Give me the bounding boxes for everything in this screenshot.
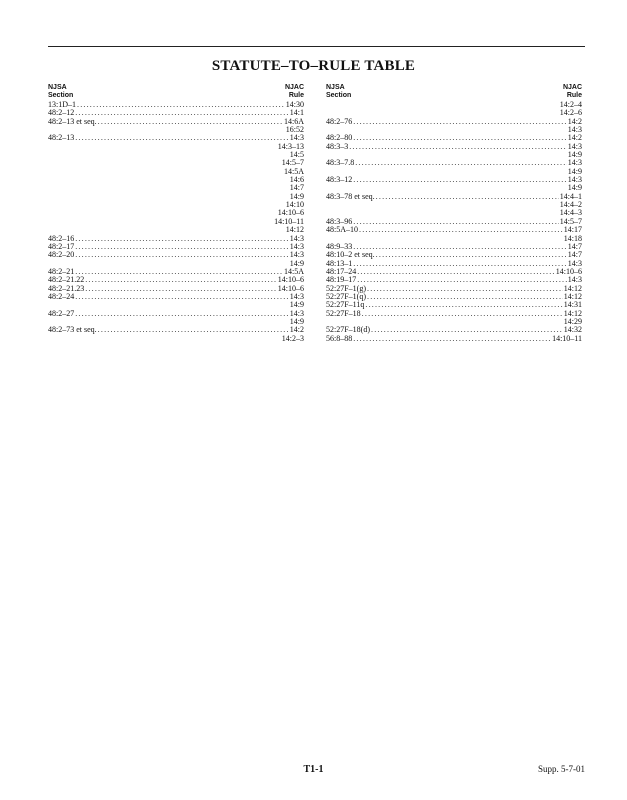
rule-reference: 14:30 [285, 100, 304, 109]
table-row [326, 159, 582, 167]
rule-reference: 14:18 [563, 233, 582, 243]
rule-reference: 14:12 [563, 283, 582, 293]
rule-reference: 14:7 [567, 241, 582, 251]
dot-leader [75, 251, 289, 259]
table-row [326, 151, 582, 159]
dot-leader [77, 101, 285, 109]
statute-section: 48:2–80 [326, 133, 353, 143]
rule-reference: 14:12 [563, 308, 582, 318]
dot-leader [371, 326, 563, 334]
dot-leader [98, 118, 283, 126]
right-rows [326, 101, 582, 343]
rule-reference: 14:3 [289, 250, 304, 260]
dot-leader [75, 310, 289, 318]
statute-section: 48:2–24 [48, 291, 75, 301]
statute-section: 48:3–7.8 [326, 158, 355, 168]
dot-leader [357, 276, 567, 284]
table-row [48, 184, 304, 192]
rule-reference: 14:3 [289, 308, 304, 318]
rule-reference: 14:6 [289, 175, 304, 185]
rule-reference: 14:6A [284, 116, 304, 126]
dot-leader [353, 260, 567, 268]
rule-reference: 14:4–3 [559, 208, 582, 218]
rule-reference: 14:2–3 [281, 333, 304, 343]
table-row [48, 218, 304, 226]
njsa-header: NJSA [326, 84, 345, 91]
rule-reference: 14:9 [567, 166, 582, 176]
table-row [48, 101, 304, 109]
rule-reference: 14:5–7 [559, 216, 582, 226]
statute-section: 48:10–2 et seq. [326, 250, 375, 260]
rule-reference: 14:9 [289, 191, 304, 201]
rule-reference: 14:3 [567, 158, 582, 168]
rule-reference: 14:3–13 [277, 141, 304, 151]
dot-leader [359, 226, 563, 234]
table-row [48, 293, 304, 301]
rule-reference: 14:29 [563, 316, 582, 326]
statute-section: 48:2–73 et seq. [48, 325, 97, 335]
table-row [48, 226, 304, 234]
table-row [48, 118, 304, 126]
page-title: STATUTE–TO–RULE TABLE [211, 58, 416, 74]
rule-reference: 14:3 [567, 141, 582, 151]
statute-section: 48:2–20 [48, 250, 75, 260]
rule-reference: 14:3 [567, 258, 582, 268]
table-row [48, 310, 304, 318]
dot-leader [357, 268, 555, 276]
rule-reference: 14:3 [289, 241, 304, 251]
rule-reference: 14:3 [289, 291, 304, 301]
rule-reference: 14:3 [567, 275, 582, 285]
rule-reference: 14:10–11 [552, 333, 582, 343]
table-row [326, 268, 582, 276]
rule-reference: 14:10–6 [277, 275, 304, 285]
rule-reference: 14:5 [289, 150, 304, 160]
statute-section: 48:2–21.23 [48, 283, 85, 293]
table-row [48, 193, 304, 201]
statute-section: 48:13–1 [326, 258, 353, 268]
njsa-header: NJSA [48, 84, 67, 91]
page-number: T1-1 [303, 764, 324, 775]
dot-leader [367, 293, 563, 301]
rule-reference: 14:9 [289, 316, 304, 326]
rule-reference: 14:10–11 [274, 216, 304, 226]
rule-reference: 14:2–4 [559, 100, 582, 109]
table-row [326, 335, 582, 343]
dot-leader [75, 268, 283, 276]
dot-leader [75, 293, 289, 301]
dot-leader [353, 335, 551, 343]
rule-reference: 14:4–1 [559, 191, 582, 201]
dot-leader [355, 159, 567, 167]
table-row [326, 235, 582, 243]
table-row [48, 143, 304, 151]
statute-section: 48:2–12 [48, 108, 75, 118]
rule-reference: 14:32 [563, 325, 582, 335]
rule-reference: 14:31 [563, 300, 582, 310]
table-row [326, 176, 582, 184]
statute-section: 48:2–13 [48, 133, 75, 143]
left-column [48, 84, 304, 343]
dot-leader [85, 285, 277, 293]
table-row [326, 101, 582, 109]
column-header [326, 84, 582, 100]
table-row [326, 326, 582, 334]
statute-section: 52:27F–1(q) [326, 291, 366, 301]
rule-reference: 14:5A [284, 166, 304, 176]
table-row [326, 143, 582, 151]
table-row [48, 201, 304, 209]
table-row [48, 176, 304, 184]
rule-header: Rule [288, 92, 304, 99]
rule-reference: 14:12 [285, 225, 304, 235]
table-row [48, 209, 304, 217]
rule-header: Rule [566, 92, 582, 99]
rule-reference: 16:52 [285, 125, 304, 135]
statute-section: 48:2–21 [48, 266, 75, 276]
table-row [326, 168, 582, 176]
table-row [326, 301, 582, 309]
rule-reference: 14:7 [567, 250, 582, 260]
statute-section: 48:3–3 [326, 141, 349, 151]
rule-reference: 14:2–6 [559, 108, 582, 118]
rule-reference: 14:9 [567, 183, 582, 193]
table-row [48, 159, 304, 167]
statute-section: 52:27F–18(d) [326, 325, 370, 335]
table-row [326, 251, 582, 259]
rule-reference: 14:10–6 [555, 266, 582, 276]
table-row [48, 335, 304, 343]
statute-section: 13:1D–1 [48, 100, 76, 109]
table-row [326, 218, 582, 226]
rule-reference: 14:9 [289, 258, 304, 268]
table-row [326, 109, 582, 117]
table-row [326, 193, 582, 201]
dot-leader [85, 276, 277, 284]
rule-reference: 14:10–6 [277, 283, 304, 293]
rule-reference: 14:3 [567, 175, 582, 185]
dot-leader [75, 134, 289, 142]
table-row [48, 168, 304, 176]
rule-reference: 14:9 [567, 150, 582, 160]
rule-reference: 14:3 [567, 125, 582, 135]
statute-section: 48:17–24 [326, 266, 357, 276]
top-rule [48, 46, 585, 47]
column-header [48, 84, 304, 100]
statute-section: 48:2–13 et seq. [48, 116, 97, 126]
rule-reference: 14:5–7 [281, 158, 304, 168]
dot-leader [353, 118, 567, 126]
statute-section: 48:9–33 [326, 241, 353, 251]
statute-section: 48:2–76 [326, 116, 353, 126]
table-row [48, 134, 304, 142]
statute-section: 48:2–27 [48, 308, 75, 318]
statute-section: 48:5A–10 [326, 225, 358, 235]
left-rows [48, 101, 304, 343]
dot-leader [75, 109, 289, 117]
table-row [326, 118, 582, 126]
table-row [326, 293, 582, 301]
right-column [326, 84, 582, 343]
statute-section: 48:2–21.22 [48, 275, 85, 285]
table-row [326, 134, 582, 142]
statute-section: 48:3–12 [326, 175, 353, 185]
rule-reference: 14:1 [289, 108, 304, 118]
dot-leader [376, 251, 567, 259]
dot-leader [376, 193, 559, 201]
njac-header: NJAC [562, 84, 582, 91]
table-row [48, 260, 304, 268]
rule-reference: 14:10 [285, 200, 304, 210]
rule-reference: 14:2 [567, 116, 582, 126]
statute-section: 48:3–96 [326, 216, 353, 226]
rule-reference: 14:12 [563, 291, 582, 301]
table-row [326, 310, 582, 318]
dot-leader [353, 176, 567, 184]
rule-reference: 14:7 [289, 183, 304, 193]
table-row [48, 276, 304, 284]
dot-leader [75, 243, 289, 251]
statute-section: 48:3–78 et seq. [326, 191, 375, 201]
table-row [48, 326, 304, 334]
statute-section: 52:27F–1(g) [326, 283, 366, 293]
table-row [48, 235, 304, 243]
dot-leader [353, 218, 559, 226]
section-header: Section [326, 92, 352, 99]
table-row [48, 301, 304, 309]
table-row [48, 243, 304, 251]
statute-section: 48:2–16 [48, 233, 75, 243]
rule-reference: 14:2 [289, 325, 304, 335]
rule-reference: 14:4–2 [559, 200, 582, 210]
section-header: Section [48, 92, 74, 99]
supplement-date: Supp. 5-7-01 [538, 764, 585, 774]
statute-section: 52:27F–18 [326, 308, 361, 318]
dot-leader [349, 143, 567, 151]
rule-reference: 14:5A [284, 266, 304, 276]
table-row [48, 268, 304, 276]
table-row [48, 151, 304, 159]
statute-section: 52:27F–11q [326, 300, 365, 310]
statute-section: 48:19–17 [326, 275, 357, 285]
dot-leader [353, 134, 567, 142]
rule-reference: 14:2 [567, 133, 582, 143]
table-row [326, 260, 582, 268]
rule-reference: 14:17 [563, 225, 582, 235]
table-row [326, 201, 582, 209]
statute-section: 48:2–17 [48, 241, 75, 251]
table-row [326, 209, 582, 217]
table-row [48, 285, 304, 293]
rule-reference: 14:10–6 [277, 208, 304, 218]
table-row [48, 251, 304, 259]
rule-reference: 14:9 [289, 300, 304, 310]
dot-leader [98, 326, 289, 334]
dot-leader [362, 310, 563, 318]
dot-leader [353, 243, 567, 251]
table-row [326, 226, 582, 234]
njac-header: NJAC [284, 84, 304, 91]
dot-leader [365, 301, 562, 309]
rule-reference: 14:3 [289, 133, 304, 143]
dot-leader [75, 235, 289, 243]
dot-leader [367, 285, 563, 293]
table-row [326, 126, 582, 134]
statute-section: 56:8–88 [326, 333, 353, 343]
rule-reference: 14:3 [289, 233, 304, 243]
table-row [48, 126, 304, 134]
